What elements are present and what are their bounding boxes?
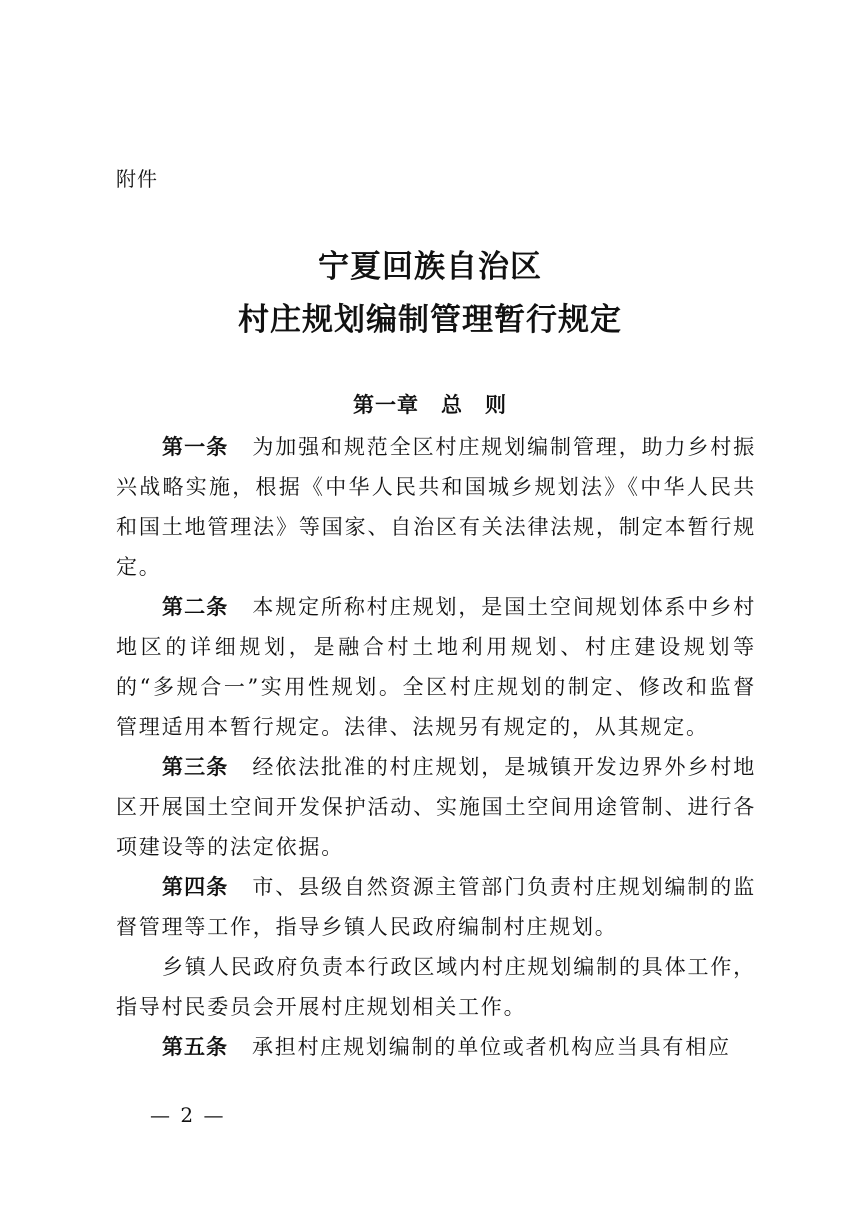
article-label: 第五条 [162, 1035, 228, 1059]
article-text: 乡镇人民政府负责本行政区域内村庄规划编制的具体工作，指导村民委员会开展村庄规划相关工作。 [116, 955, 756, 1019]
page-number: — 2 — [150, 1103, 226, 1127]
article-label: 第四条 [162, 875, 229, 899]
article-label: 第三条 [162, 755, 229, 779]
article-text: 为加强和规范全区村庄规划编制管理，助力乡村振兴战略实施，根据《中华人民共和国城乡规划法》《中华人民共和国土地管理法》等国家、自治区有关法律法规，制定本暂行规定。 [116, 435, 757, 579]
article-paragraph [116, 427, 756, 587]
article-paragraph [116, 947, 756, 1027]
document-title-line2: 村庄规划编制管理暂行规定 [238, 302, 622, 338]
document-title-line1: 宁夏回族自治区 [318, 249, 542, 285]
article-text: 承担村庄规划编制的单位或者机构应当具有相应 [252, 1035, 731, 1059]
article-paragraph [116, 747, 756, 867]
attachment-label: 附件 [116, 167, 158, 191]
article-text: 市、县级自然资源主管部门负责村庄规划编制的监督管理等工作，指导乡镇人民政府编制村庄规划。 [116, 875, 757, 939]
article-paragraph [116, 587, 756, 747]
article-paragraph [116, 867, 756, 947]
document-body [116, 427, 756, 1067]
article-text: 经依法批准的村庄规划，是城镇开发边界外乡村地区开展国土空间开发保护活动、实施国土空间用途管制、进行各项建设等的法定依据。 [116, 755, 757, 859]
article-label: 第一条 [162, 435, 229, 459]
article-text: 本规定所称村庄规划，是国土空间规划体系中乡村地区的详细规划，是融合村土地利用规划、村庄建设规划等的“多规合一”实用性规划。全区村庄规划的制定、修改和监督管理适用本暂行规定。法律、法规另有规定的，从其规定。 [116, 595, 757, 739]
article-paragraph [116, 1027, 756, 1067]
article-label: 第二条 [162, 595, 229, 619]
chapter-heading: 第一章 总 则 [353, 393, 507, 417]
